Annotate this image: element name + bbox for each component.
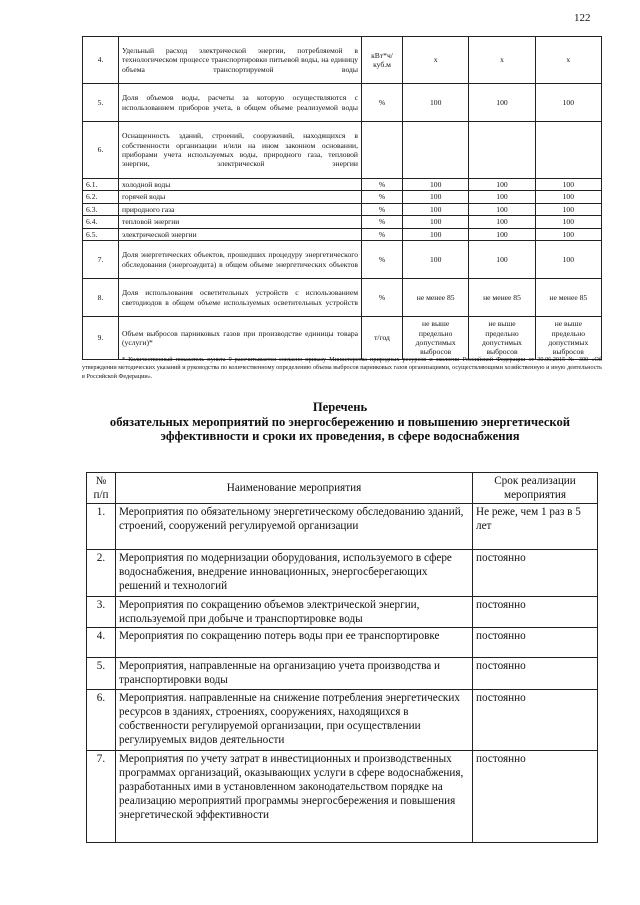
indicator-name: тепловой энергии: [119, 216, 362, 228]
table-row: [87, 550, 598, 597]
measure-term: постоянно: [473, 628, 598, 658]
indicator-value: 100: [535, 228, 601, 240]
row-number: 5.: [83, 84, 119, 122]
row-number: 4.: [87, 628, 116, 658]
row-number: 6.3.: [83, 203, 119, 215]
indicator-value: 100: [403, 179, 469, 191]
indicator-value: [403, 122, 469, 179]
table-row: [83, 179, 602, 191]
indicator-value: не менее 85: [403, 279, 469, 317]
table-row: [83, 228, 602, 240]
row-number: 6.5.: [83, 228, 119, 240]
table-row: [83, 279, 602, 317]
table-row: [83, 317, 602, 360]
indicator-value: х: [403, 37, 469, 84]
indicator-name: Оснащенность зданий, строений, сооружений, находящихся в собственности организации и/или на ином законном основании, приборами учета используемых воды, природного газа, тепловой энергии, электрической энергии: [119, 122, 362, 179]
indicator-unit: %: [362, 279, 403, 317]
indicator-name: Объем выбросов парниковых газов при производстве единицы товара (услуги)*: [119, 317, 362, 360]
page-number: 122: [574, 12, 591, 24]
indicator-value: 100: [403, 203, 469, 215]
heading-line: обязательных мероприятий по энергосбережению и повышению энергетической: [109, 414, 571, 429]
measure-term: постоянно: [473, 550, 598, 597]
table-row: [83, 241, 602, 279]
indicator-value: 100: [403, 84, 469, 122]
table-row: [83, 122, 602, 179]
footnote: * Количественный показатель пункта 9 рассчитывается согласно приказу Министерства природных ресурсов и экологии Российской Федерации от 30.06.2015 № 300 «Об утверждении методических указаний и руководства по количественному определению объема выбросов парниковых газов организациями, осуществляющими хозяйственную и иную деятельность в Российской Федерации».: [82, 356, 602, 380]
header-term: Срок реализации мероприятия: [473, 473, 598, 504]
row-number: 9.: [83, 317, 119, 360]
table-row: [87, 597, 598, 628]
indicator-name: электрической энергии: [119, 228, 362, 240]
table-header-row: [87, 473, 598, 504]
row-number: 4.: [83, 37, 119, 84]
row-number: 6.1.: [83, 179, 119, 191]
table-row: [83, 191, 602, 203]
heading-line: эффективности и сроки их проведения, в сфере водоснабжения: [160, 429, 520, 443]
measures-table: [86, 472, 598, 843]
indicator-value: х: [469, 37, 535, 84]
measure-term: постоянно: [473, 658, 598, 689]
measure-term: постоянно: [473, 689, 598, 750]
indicator-value: 100: [535, 84, 601, 122]
measure-term: постоянно: [473, 597, 598, 628]
indicator-value: [535, 122, 601, 179]
indicator-value: не выше предельно допустимых выбросов: [469, 317, 535, 360]
indicator-value: не менее 85: [535, 279, 601, 317]
table-row: [83, 216, 602, 228]
indicator-value: 100: [469, 84, 535, 122]
header-num: № п/п: [87, 473, 116, 504]
indicator-name: Доля использования осветительных устройств с использованием светодиодов в общем объеме используемых осветительных устройств: [119, 279, 362, 317]
indicator-name: Доля объемов воды, расчеты за которую осуществляются с использованием приборов учета, в общем объеме реализуемой воды: [119, 84, 362, 122]
indicator-unit: %: [362, 191, 403, 203]
indicator-unit: т/год: [362, 317, 403, 360]
indicator-unit: %: [362, 216, 403, 228]
section-heading: [60, 400, 620, 444]
table-row: [87, 689, 598, 750]
measure-term: постоянно: [473, 750, 598, 842]
indicator-value: 100: [535, 203, 601, 215]
indicator-value: 100: [469, 179, 535, 191]
indicator-value: 100: [403, 228, 469, 240]
indicators-table: [82, 36, 602, 360]
table-row: [87, 628, 598, 658]
indicator-unit: %: [362, 228, 403, 240]
measure-name: Мероприятия по сокращению объемов электрической энергии, используемой при добыче и транспортировке воды: [116, 597, 473, 628]
indicator-value: 100: [469, 241, 535, 279]
indicator-value: не выше предельно допустимых выбросов: [535, 317, 601, 360]
measure-name: Мероприятия по обязательному энергетическому обследованию зданий, строений, сооружений регулируемой организации: [116, 504, 473, 550]
indicator-value: 100: [469, 203, 535, 215]
indicator-name: холодной воды: [119, 179, 362, 191]
indicator-value: 100: [535, 179, 601, 191]
row-number: 6.2.: [83, 191, 119, 203]
indicator-value: 100: [535, 191, 601, 203]
indicator-value: 100: [469, 216, 535, 228]
row-number: 2.: [87, 550, 116, 597]
row-number: 6.: [87, 689, 116, 750]
row-number: 6.: [83, 122, 119, 179]
indicator-value: 100: [469, 191, 535, 203]
indicator-value: 100: [469, 228, 535, 240]
table-row: [83, 37, 602, 84]
table-row: [87, 504, 598, 550]
indicator-value: 100: [403, 191, 469, 203]
indicator-value: 100: [535, 241, 601, 279]
table-row: [83, 203, 602, 215]
measure-name: Мероприятия, направленные на организацию учета производства и транспортировки воды: [116, 658, 473, 689]
row-number: 7.: [87, 750, 116, 842]
header-name: Наименование мероприятия: [116, 473, 473, 504]
row-number: 3.: [87, 597, 116, 628]
indicator-name: Доля энергетических объектов, прошедших процедуру энергетического обследования (энергоаудита) в общем объеме энергетических объектов: [119, 241, 362, 279]
row-number: 6.4.: [83, 216, 119, 228]
indicator-value: не менее 85: [469, 279, 535, 317]
table-row: [87, 750, 598, 842]
indicator-value: не выше предельно допустимых выбросов: [403, 317, 469, 360]
table-row: [87, 658, 598, 689]
row-number: 1.: [87, 504, 116, 550]
indicator-unit: кВт*ч/ куб.м: [362, 37, 403, 84]
row-number: 5.: [87, 658, 116, 689]
indicator-name: природного газа: [119, 203, 362, 215]
row-number: 8.: [83, 279, 119, 317]
indicator-unit: %: [362, 84, 403, 122]
indicator-value: 100: [535, 216, 601, 228]
indicator-value: 100: [403, 241, 469, 279]
row-number: 7.: [83, 241, 119, 279]
indicator-name: горячей воды: [119, 191, 362, 203]
measure-name: Мероприятия по модернизации оборудования, используемого в сфере водоснабжения, внедрение инновационных, энергосберегающих решений и технологий: [116, 550, 473, 597]
measure-name: Мероприятия по сокращению потерь воды при ее транспортировке: [116, 628, 473, 658]
measure-name: Мероприятия. направленные на снижение потребления энергетических ресурсов в зданиях, строениях, сооружениях, находящихся в собственности регулируемой организации, при осуществлении регулируемых видов деятельности: [116, 689, 473, 750]
indicator-unit: %: [362, 241, 403, 279]
indicator-unit: %: [362, 179, 403, 191]
indicator-name: Удельный расход электрической энергии, потребляемой в технологическом процессе транспортировки питьевой воды, на единицу объема транспортируемой воды: [119, 37, 362, 84]
indicator-value: х: [535, 37, 601, 84]
measure-term: Не реже, чем 1 раз в 5 лет: [473, 504, 598, 550]
table-row: [83, 84, 602, 122]
measure-name: Мероприятия по учету затрат в инвестиционных и производственных программах организаций, оказывающих услуги в сфере водоснабжения, разработанных ими в установленном законодательством порядке на реализацию мероприятий программы энергосбережения и повышения энергетической эффективности: [116, 750, 473, 842]
indicator-unit: [362, 122, 403, 179]
indicator-unit: %: [362, 203, 403, 215]
heading-line: Перечень: [312, 400, 368, 414]
indicator-value: 100: [403, 216, 469, 228]
indicator-value: [469, 122, 535, 179]
